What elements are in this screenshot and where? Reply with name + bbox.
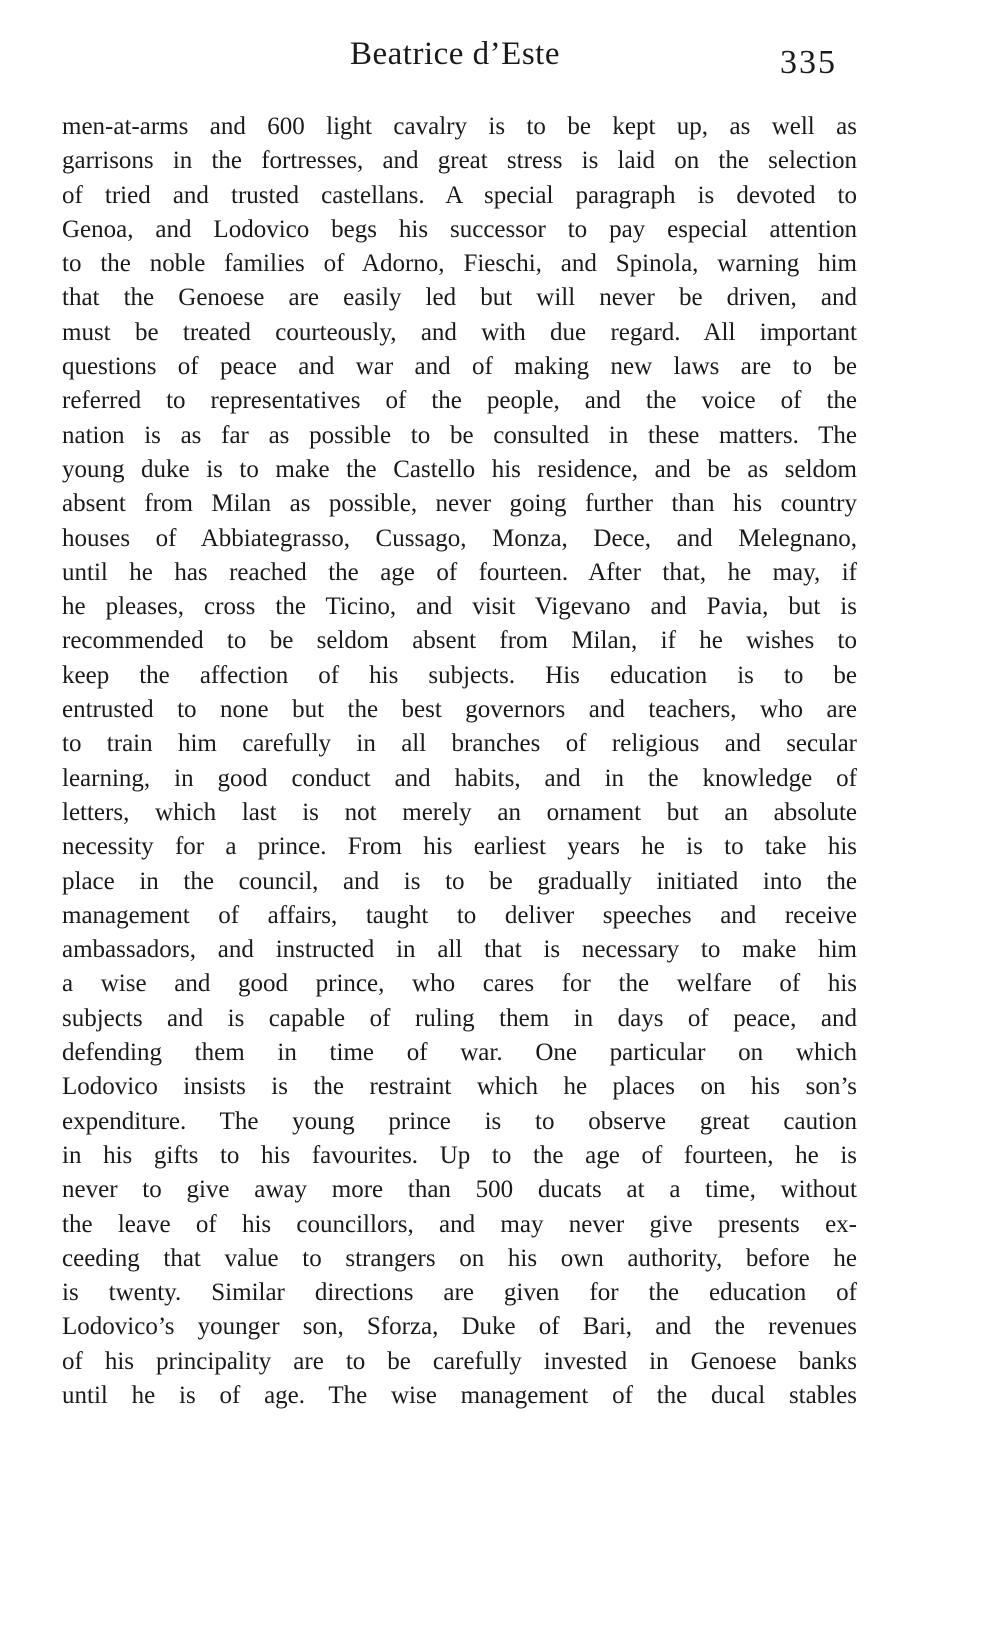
text-line: defending them in time of war. One particular on which <box>62 1039 857 1067</box>
text-line: learning, in good conduct and habits, and in the knowledge of <box>62 764 857 792</box>
running-title: Beatrice d’Este <box>350 36 560 72</box>
text-line: until he is of age. The wise management of the ducal stables <box>62 1381 857 1409</box>
running-head <box>0 30 1000 80</box>
text-line: to the noble families of Adorno, Fieschi, and Spinola, warning him <box>62 250 857 278</box>
text-line: letters, which last is not merely an ornament but an absolute <box>62 798 857 826</box>
text-line: ceeding that value to strangers on his own authority, before he <box>62 1244 857 1272</box>
text-line: must be treated courteously, and with due regard. All important <box>62 318 857 346</box>
text-line: necessity for a prince. From his earliest years he is to take his <box>62 833 857 861</box>
text-line: until he has reached the age of fourteen. After that, he may, if <box>62 558 857 586</box>
text-line: that the Genoese are easily led but will never be driven, and <box>62 284 857 312</box>
text-line: management of affairs, taught to deliver speeches and receive <box>62 901 857 929</box>
text-line: entrusted to none but the best governors and teachers, who are <box>62 696 857 724</box>
text-line: in his gifts to his favourites. Up to the age of fourteen, he is <box>62 1141 857 1169</box>
text-line: referred to representatives of the people, and the voice of the <box>62 387 857 415</box>
text-line: to train him carefully in all branches of religious and secular <box>62 730 857 758</box>
text-line: men-at-arms and 600 light cavalry is to be kept up, as well as <box>62 113 857 140</box>
body-text <box>62 110 857 1413</box>
text-line: absent from Milan as possible, never going further than his country <box>62 490 857 518</box>
text-line: never to give away more than 500 ducats at a time, without <box>62 1176 857 1204</box>
text-line: houses of Abbiategrasso, Cussago, Monza, Dece, and Melegnano, <box>62 524 857 552</box>
text-line: a wise and good prince, who cares for the welfare of his <box>62 970 857 998</box>
page-number: 335 <box>780 44 837 81</box>
text-line: nation is as far as possible to be consulted in these matters. The <box>62 421 857 449</box>
text-line: young duke is to make the Castello his residence, and be as seldom <box>62 455 857 483</box>
text-line: place in the council, and is to be gradually initiated into the <box>62 867 857 895</box>
text-line: expenditure. The young prince is to observe great caution <box>62 1107 857 1135</box>
text-line: the leave of his councillors, and may never give presents ex- <box>62 1210 857 1238</box>
text-line: subjects and is capable of ruling them in days of peace, and <box>62 1004 857 1032</box>
text-line: he pleases, cross the Ticino, and visit Vigevano and Pavia, but is <box>62 593 857 621</box>
text-line: keep the affection of his subjects. His education is to be <box>62 661 857 689</box>
text-line: Lodovico’s younger son, Sforza, Duke of Bari, and the revenues <box>62 1313 857 1341</box>
text-line: of his principality are to be carefully invested in Genoese banks <box>62 1347 857 1375</box>
text-line: Lodovico insists is the restraint which he places on his son’s <box>62 1073 857 1101</box>
text-line: ambassadors, and instructed in all that is necessary to make him <box>62 936 857 964</box>
text-line: is twenty. Similar directions are given for the education of <box>62 1279 857 1307</box>
text-line: questions of peace and war and of making new laws are to be <box>62 353 857 381</box>
text-line: garrisons in the fortresses, and great stress is laid on the selection <box>62 147 857 175</box>
text-line: recommended to be seldom absent from Milan, if he wishes to <box>62 627 857 655</box>
text-line: Genoa, and Lodovico begs his successor to pay especial attention <box>62 215 857 243</box>
text-line: of tried and trusted castellans. A special paragraph is devoted to <box>62 181 857 209</box>
